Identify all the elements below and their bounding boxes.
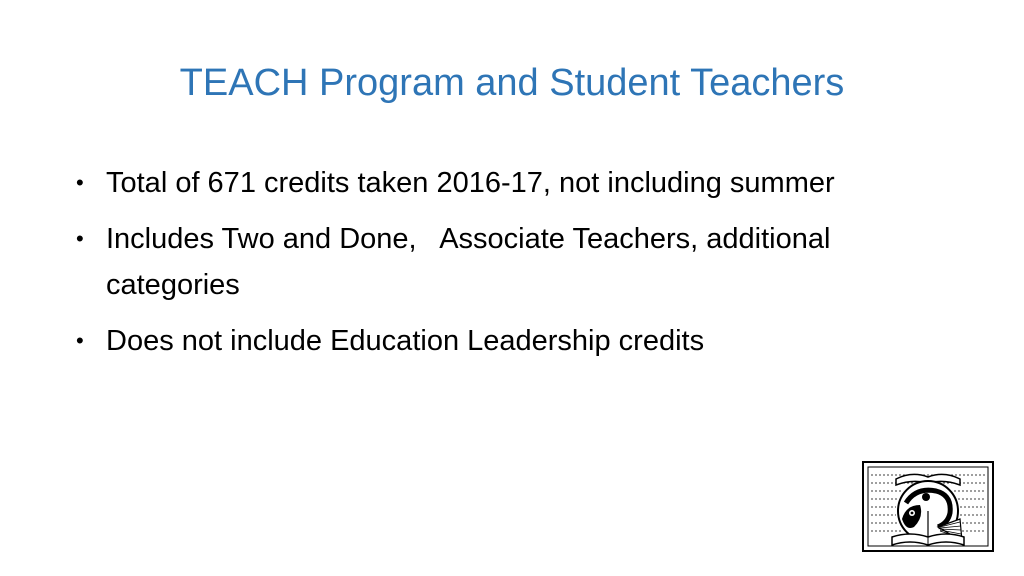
bullet-dot-icon: • <box>76 328 84 353</box>
fish-book-emblem-icon <box>862 461 994 552</box>
bullet-list <box>76 160 896 374</box>
bullet-item <box>76 216 896 308</box>
bullet-text: Does not include Education Leadership credits <box>106 325 705 357</box>
bullet-dot-icon: • <box>76 170 84 195</box>
bullet-item <box>76 160 896 206</box>
bullet-text: Includes Two and Done, Associate Teachers, additional categories <box>106 223 839 301</box>
slide-title: TEACH Program and Student Teachers <box>179 62 845 104</box>
bullet-dot-icon: • <box>76 226 84 251</box>
bullet-text: Total of 671 credits taken 2016-17, not including summer <box>106 167 835 199</box>
bullet-item <box>76 318 896 364</box>
